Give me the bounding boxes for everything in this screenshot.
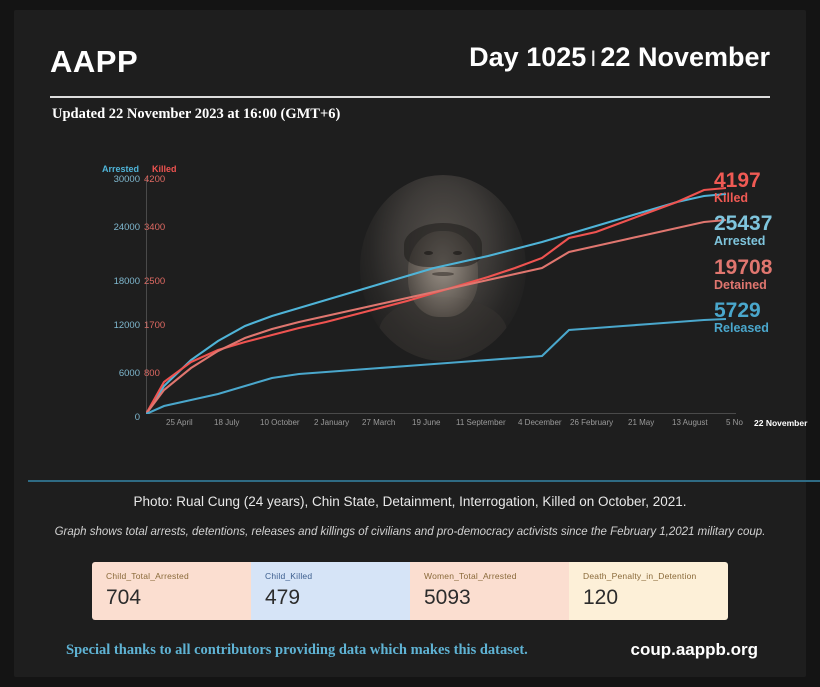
stat-box-row	[92, 562, 728, 620]
poster-card	[14, 10, 806, 677]
callout-killed	[714, 170, 814, 205]
series-line-arrested	[146, 194, 726, 414]
callout-detained-label: Detained	[714, 277, 767, 292]
y-tick-killed-3: 1700	[144, 320, 166, 331]
photo-caption: Photo: Rual Cung (24 years), Chin State, Detainment, Interrogation, Killed on October, 2021.	[133, 494, 687, 509]
x-tick-11: 5 No	[726, 418, 743, 427]
day-counter: Day 1025	[469, 42, 587, 72]
brand-title: AAPP	[50, 44, 139, 79]
y-tick-arrested-0: 30000	[113, 174, 140, 185]
callout-killed-label: Killed	[714, 191, 749, 205]
section-divider	[28, 480, 820, 482]
stat-box-child-total-arrested	[92, 562, 251, 620]
y-tick-arrested-2: 18000	[113, 276, 140, 287]
chart-svg	[146, 178, 736, 414]
callout-released-label: Released	[714, 321, 769, 336]
thanks-note: Special thanks to all contributors providing data which makes this dataset.	[66, 642, 528, 658]
y-tick-killed-1: 3400	[144, 222, 166, 233]
y-tick-killed-2: 2500	[144, 276, 166, 287]
y-tick-killed-4: 800	[144, 368, 160, 379]
stat-box-value-2: 5093	[424, 586, 471, 609]
stat-box-key-2: Women_Total_Arrested	[424, 571, 517, 581]
axis-label-killed: Killed	[152, 164, 177, 174]
x-tick-7: 4 December	[518, 418, 562, 427]
heading-separator: I	[590, 46, 597, 71]
callout-detained	[714, 257, 814, 292]
stat-box-key-1: Child_Killed	[265, 571, 313, 581]
y-tick-arrested-1: 24000	[113, 222, 140, 233]
heading-date: 22 November	[600, 42, 770, 72]
x-tick-2: 10 October	[260, 418, 300, 427]
series-line-killed	[146, 188, 726, 414]
day-date-heading	[469, 42, 770, 73]
y-tick-arrested-4: 6000	[118, 368, 140, 379]
graph-description: Graph shows total arrests, detentions, releases and killings of civilians and pro-democracy activists since the February 1,2021 military coup.	[54, 526, 766, 538]
stat-callouts	[714, 170, 814, 344]
chart-container	[50, 150, 808, 450]
x-tick-10: 13 August	[672, 418, 708, 427]
x-axis-ticks	[146, 418, 808, 434]
stat-box-value-0: 704	[106, 586, 142, 609]
website-link[interactable]: coup.aappb.org	[630, 640, 758, 659]
stat-box-key-0: Child_Total_Arrested	[106, 571, 189, 581]
updated-timestamp: Updated 22 November 2023 at 16:00 (GMT+6)	[52, 106, 341, 122]
callout-killed-value: 4197	[714, 169, 761, 192]
y-tick-arrested-5: 0	[134, 412, 140, 423]
callout-released-value: 5729	[714, 299, 761, 323]
header-divider	[50, 96, 770, 98]
x-tick-0: 25 April	[166, 418, 193, 427]
callout-arrested-value: 25437	[714, 212, 773, 236]
series-line-detained	[146, 220, 726, 414]
stat-box-key-3: Death_Penalty_in_Detention	[583, 571, 697, 581]
callout-arrested-label: Arrested	[714, 234, 766, 249]
stat-box-death-penalty-in-detention	[569, 562, 728, 620]
stat-box-women-total-arrested	[410, 562, 569, 620]
x-tick-3: 2 January	[314, 418, 350, 427]
axis-label-arrested: Arrested	[102, 164, 140, 174]
stat-box-value-3: 120	[583, 586, 619, 609]
x-tick-8: 26 February	[570, 418, 614, 427]
x-tick-12: 22 November	[754, 418, 808, 428]
stat-box-value-1: 479	[265, 586, 301, 609]
callout-detained-value: 19708	[714, 255, 773, 279]
x-tick-6: 11 September	[456, 418, 506, 427]
x-tick-9: 21 May	[628, 418, 655, 427]
y-tick-arrested-3: 12000	[113, 320, 140, 331]
stat-box-child-killed	[251, 562, 410, 620]
callout-released	[714, 300, 814, 335]
y-tick-killed-0: 4200	[144, 174, 166, 185]
x-tick-4: 27 March	[362, 418, 396, 427]
x-tick-5: 19 June	[412, 418, 441, 427]
x-tick-1: 18 July	[214, 418, 240, 427]
callout-arrested	[714, 213, 814, 248]
header	[50, 38, 770, 96]
